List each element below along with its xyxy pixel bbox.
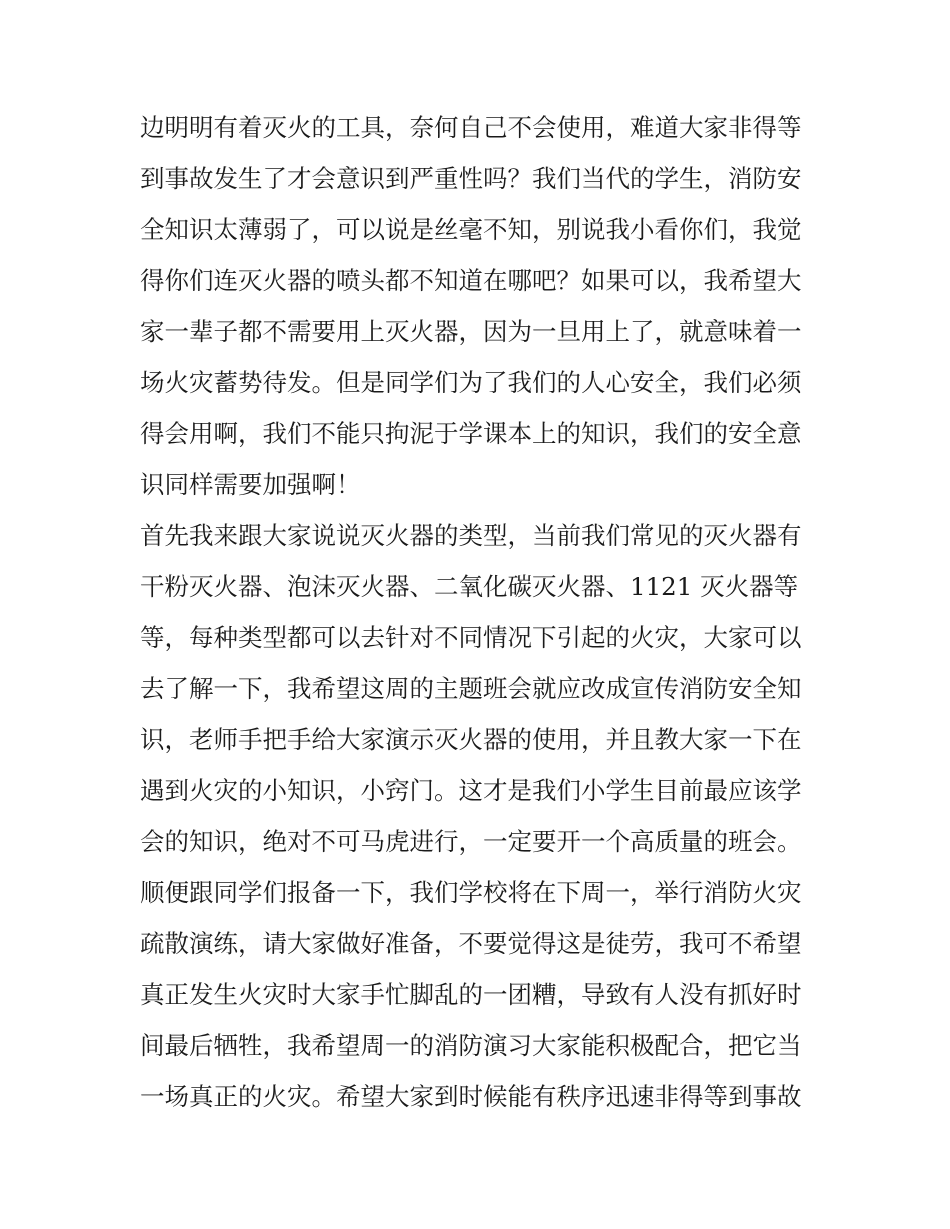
text-line: 场火灾蓄势待发。但是同学们为了我们的人心安全，我们必须	[140, 368, 802, 397]
text-line: 家一辈子都不需要用上灭火器，因为一旦用上了，就意味着一	[140, 317, 802, 346]
text-line: 去了解一下，我希望这周的主题班会就应改成宣传消防安全知	[140, 674, 802, 703]
text-line: 间最后牺牲，我希望周一的消防演习大家能积极配合，把它当	[140, 1031, 802, 1060]
text-line: 全知识太薄弱了，可以说是丝毫不知，别说我小看你们，我觉	[140, 215, 802, 244]
text-line: 真正发生火灾时大家手忙脚乱的一团糟，导致有人没有抓好时	[140, 980, 802, 1009]
text-line: 会的知识，绝对不可马虎进行，一定要开一个高质量的班会。	[140, 827, 802, 856]
text-line: 得会用啊，我们不能只拘泥于学课本上的知识，我们的安全意	[140, 419, 802, 448]
body-text	[140, 102, 820, 1122]
text-line: 等，每种类型都可以去针对不同情况下引起的火灾，大家可以	[140, 623, 802, 652]
text-line: 识同样需要加强啊！	[140, 470, 361, 499]
text-line: 遇到火灾的小知识，小窍门。这才是我们小学生目前最应该学	[140, 776, 802, 805]
text-line: 一场真正的火灾。希望大家到时候能有秩序迅速非得等到事故	[140, 1082, 802, 1111]
text-line: 到事故发生了才会意识到严重性吗？我们当代的学生，消防安	[140, 164, 802, 193]
text-line: 边明明有着灭火的工具，奈何自己不会使用，难道大家非得等	[140, 113, 802, 142]
text-line: 首先我来跟大家说说灭火器的类型，当前我们常见的灭火器有	[140, 521, 802, 550]
text-line: 干粉灭火器、泡沫灭火器、二氧化碳灭火器、1121 灭火器等	[140, 572, 799, 601]
text-line: 得你们连灭火器的喷头都不知道在哪吧？如果可以，我希望大	[140, 266, 802, 295]
text-line: 疏散演练，请大家做好准备，不要觉得这是徒劳，我可不希望	[140, 929, 802, 958]
text-line: 顺便跟同学们报备一下，我们学校将在下周一，举行消防火灾	[140, 878, 802, 907]
text-line: 识，老师手把手给大家演示灭火器的使用，并且教大家一下在	[140, 725, 802, 754]
